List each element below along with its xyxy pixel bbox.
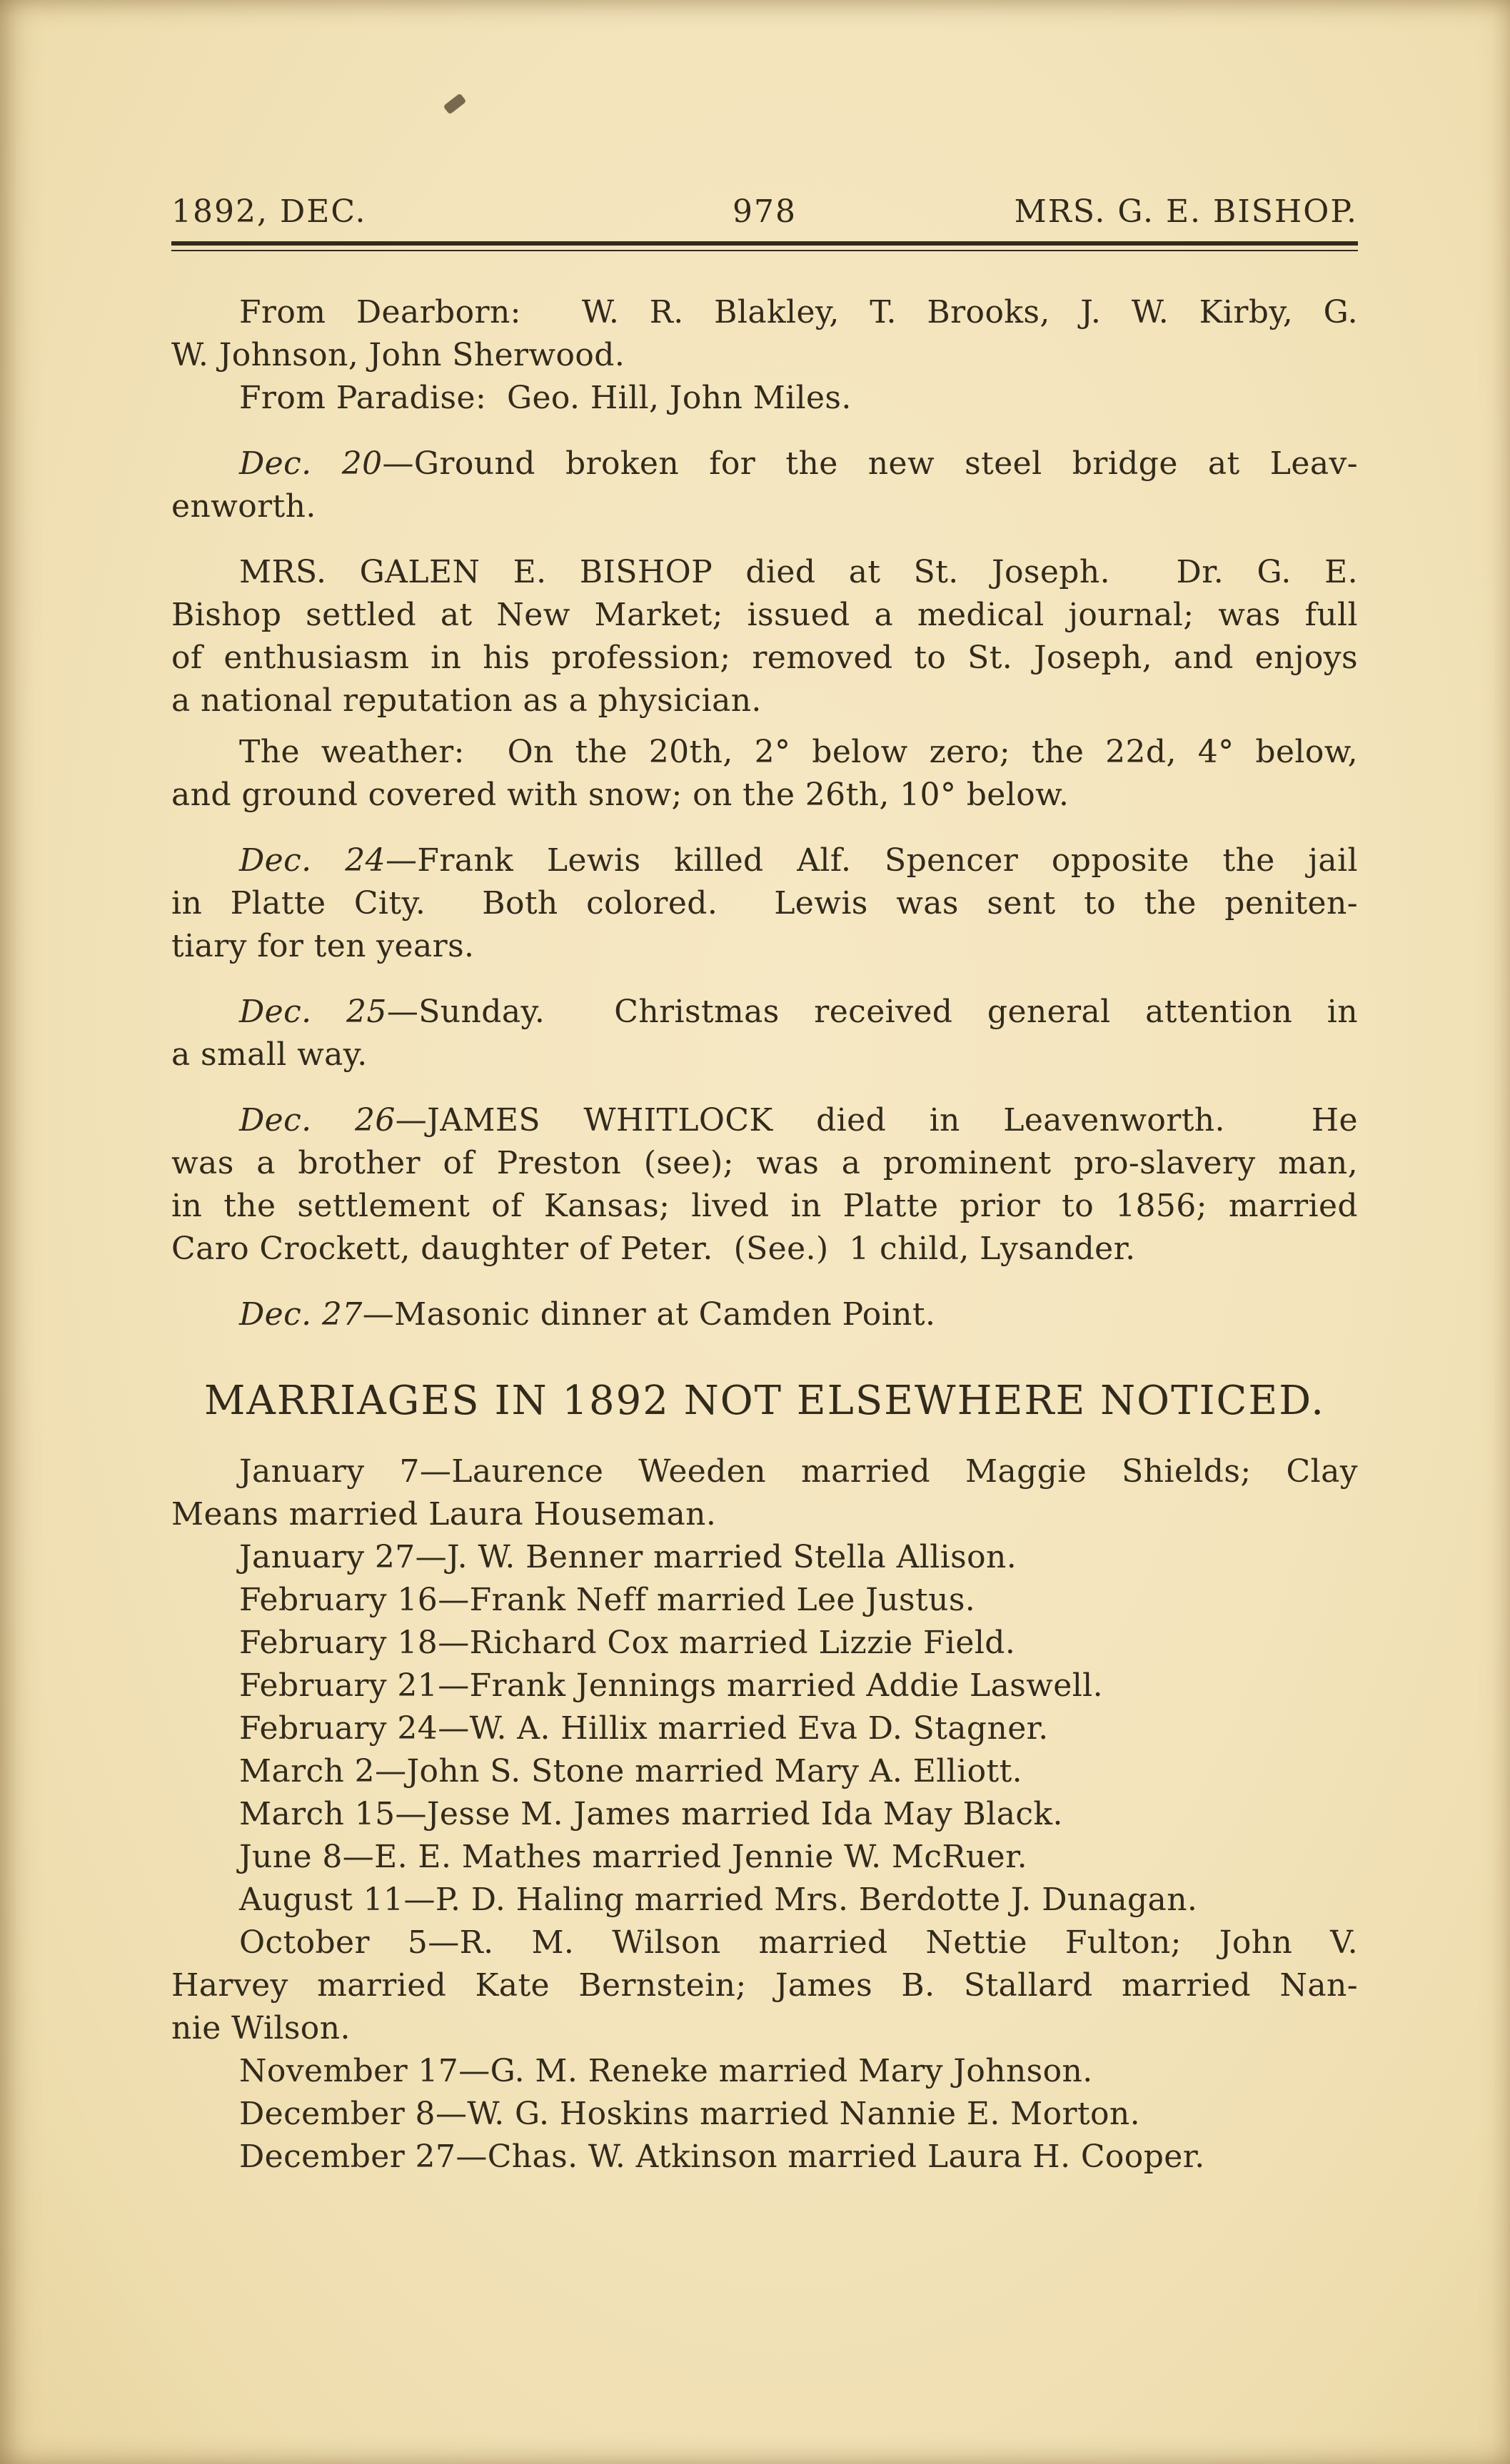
text-line: was a brother of Preston (see); was a prominent pro-slavery man, (171, 1145, 1358, 1181)
page-number: 978 (733, 193, 797, 230)
text-line: October 5—R. M. Wilson married Nettie Fulton; John V. (239, 1924, 1358, 1961)
paragraph (171, 443, 1358, 528)
page-content (171, 291, 1358, 2178)
text-line: February 16—Frank Neff married Lee Justus. (239, 1582, 976, 1618)
date-lead: Dec. 20 (239, 445, 383, 482)
text-line: in the settlement of Kansas; lived in Platte prior to 1856; married (171, 1188, 1358, 1224)
text-line: Dec. 24—Frank Lewis killed Alf. Spencer opposite the jail (239, 842, 1358, 879)
text-line: Dec. 25—Sunday. Christmas received general attention in (239, 994, 1358, 1030)
text-line: nie Wilson. (171, 2010, 351, 2046)
paragraph (171, 1450, 1358, 2178)
text-line: Harvey married Kate Bernstein; James B. Stallard married Nan- (171, 1967, 1358, 2004)
paragraph (171, 551, 1358, 722)
date-lead: Dec. 26 (239, 1102, 396, 1138)
text-line: MRS. GALEN E. BISHOP died at St. Joseph. Dr. G. E. (239, 554, 1358, 590)
paragraph (171, 839, 1358, 968)
date-lead: Dec. 27 (239, 1296, 363, 1333)
header-author: MRS. G. E. BISHOP. (1014, 193, 1359, 230)
text-line: From Paradise: Geo. Hill, John Miles. (239, 380, 852, 416)
text-line: in Platte City. Both colored. Lewis was sent to the peniten- (171, 885, 1358, 922)
text-line: March 15—Jesse M. James married Ida May Black. (239, 1796, 1063, 1832)
text-line: of enthusiasm in his profession; removed to St. Joseph, and enjoys (171, 640, 1358, 676)
paragraph (171, 1293, 1358, 1336)
text-line: January 27—J. W. Benner married Stella Allison. (239, 1539, 1017, 1575)
date-lead: Dec. 24 (239, 842, 386, 879)
header-date: 1892, DEC. (171, 193, 367, 230)
text-line: March 2—John S. Stone married Mary A. Elliott. (239, 1753, 1023, 1789)
text-line: Dec. 20—Ground broken for the new steel bridge at Leav- (239, 445, 1358, 482)
paragraph (171, 291, 1358, 420)
paragraph (171, 991, 1358, 1076)
text-line: June 8—E. E. Mathes married Jennie W. McRuer. (239, 1839, 1028, 1875)
text-line: February 24—W. A. Hillix married Eva D. Stagner. (239, 1710, 1049, 1747)
text-line: a small way. (171, 1036, 368, 1073)
text-line: tiary for ten years. (171, 928, 475, 964)
text-line: W. Johnson, John Sherwood. (171, 337, 625, 373)
text-line: Dec. 26—JAMES WHITLOCK died in Leavenworth. He (239, 1102, 1358, 1138)
text-line: December 27—Chas. W. Atkinson married Laura H. Cooper. (239, 2139, 1205, 2175)
text-line: The weather: On the 20th, 2° below zero; the 22d, 4° below, (239, 734, 1358, 770)
text-line: Caro Crockett, daughter of Peter. (See.) 1 child, Lysander. (171, 1231, 1136, 1267)
text-line: Bishop settled at New Market; issued a medical journal; was full (171, 597, 1358, 633)
text-line: August 11—P. D. Haling married Mrs. Berdotte J. Dunagan. (239, 1882, 1198, 1918)
text-line: and ground covered with snow; on the 26th, 10° below. (171, 777, 1069, 813)
text-line: November 17—G. M. Reneke married Mary Johnson. (239, 2053, 1093, 2089)
header-rule (171, 241, 1358, 251)
text-line: From Dearborn: W. R. Blakley, T. Brooks, J. W. Kirby, G. (239, 294, 1358, 330)
text-line: Dec. 27—Masonic dinner at Camden Point. (239, 1296, 936, 1333)
text-line: a national reputation as a physician. (171, 682, 762, 719)
running-head (171, 0, 1358, 230)
text-line: February 21—Frank Jennings married Addie Laswell. (239, 1667, 1104, 1704)
text-line: enworth. (171, 488, 316, 525)
text-line: December 8—W. G. Hoskins married Nannie E. Morton. (239, 2096, 1141, 2132)
paragraph (171, 731, 1358, 817)
text-line: Means married Laura Houseman. (171, 1496, 717, 1533)
date-lead: Dec. 25 (239, 994, 387, 1030)
text-line: February 18—Richard Cox married Lizzie Field. (239, 1625, 1016, 1661)
text-line: January 7—Laurence Weeden married Maggie Shields; Clay (239, 1453, 1358, 1490)
section-heading: MARRIAGES IN 1892 NOT ELSEWHERE NOTICED. (204, 1378, 1325, 1424)
paragraph (171, 1099, 1358, 1271)
